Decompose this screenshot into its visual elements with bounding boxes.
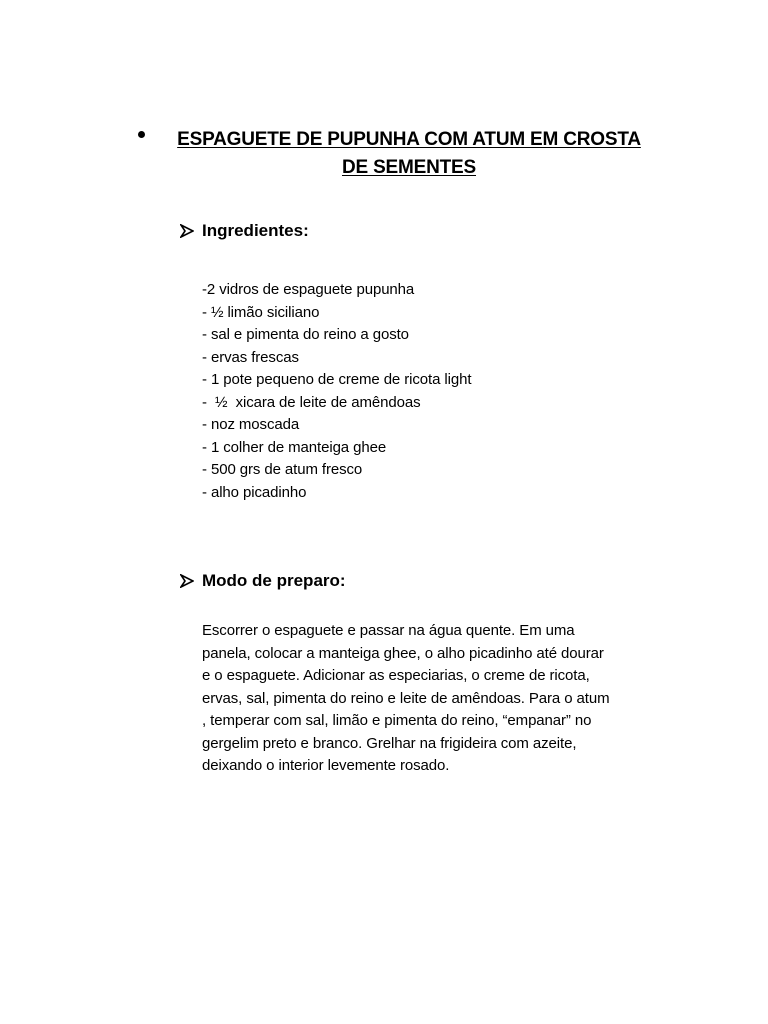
preparation-line: Escorrer o espaguete e passar na água quente. Em uma: [202, 622, 575, 639]
preparation-line: , temperar com sal, limão e pimenta do reino, “empanar” no: [202, 712, 592, 729]
ingredients-list: [202, 279, 662, 504]
ingredient-item: - 500 grs de atum fresco: [202, 461, 363, 478]
arrow-bullet-icon: [180, 224, 194, 238]
ingredient-item: - noz moscada: [202, 416, 300, 433]
preparation-text: [202, 620, 672, 778]
ingredients-heading: [180, 220, 309, 242]
recipe-title-line-1: ESPAGUETE DE PUPUNHA COM ATUM EM CROSTA: [177, 129, 641, 150]
ingredient-item: - ervas frescas: [202, 348, 299, 366]
preparation-line: gergelim preto e branco. Grelhar na frigideira com azeite,: [202, 734, 577, 752]
ingredient-item: - 1 pote pequeno de creme de ricota light: [202, 371, 472, 388]
ingredient-item: - 1 colher de manteiga ghee: [202, 438, 387, 456]
bullet-icon: [138, 131, 145, 138]
recipe-title-line-2: DE SEMENTES: [342, 157, 476, 178]
recipe-title: [164, 126, 654, 182]
ingredients-heading-label: Ingredientes:: [202, 221, 309, 240]
preparation-heading-label: Modo de preparo:: [202, 571, 346, 590]
preparation-line: panela, colocar a manteiga ghee, o alho picadinho até dourar: [202, 644, 604, 662]
ingredient-item: - ½ xicara de leite de amêndoas: [202, 393, 421, 411]
ingredient-item: - alho picadinho: [202, 483, 307, 501]
preparation-line: deixando o interior levemente rosado.: [202, 757, 450, 774]
arrow-bullet-icon: [180, 574, 194, 588]
ingredient-item: -2 vidros de espaguete pupunha: [202, 281, 415, 298]
preparation-line: ervas, sal, pimenta do reino e leite de amêndoas. Para o atum: [202, 689, 610, 707]
preparation-heading: [180, 570, 346, 592]
ingredient-item: - sal e pimenta do reino a gosto: [202, 326, 409, 343]
ingredient-item: - ½ limão siciliano: [202, 303, 320, 321]
preparation-line: e o espaguete. Adicionar as especiarias, o creme de ricota,: [202, 667, 590, 684]
